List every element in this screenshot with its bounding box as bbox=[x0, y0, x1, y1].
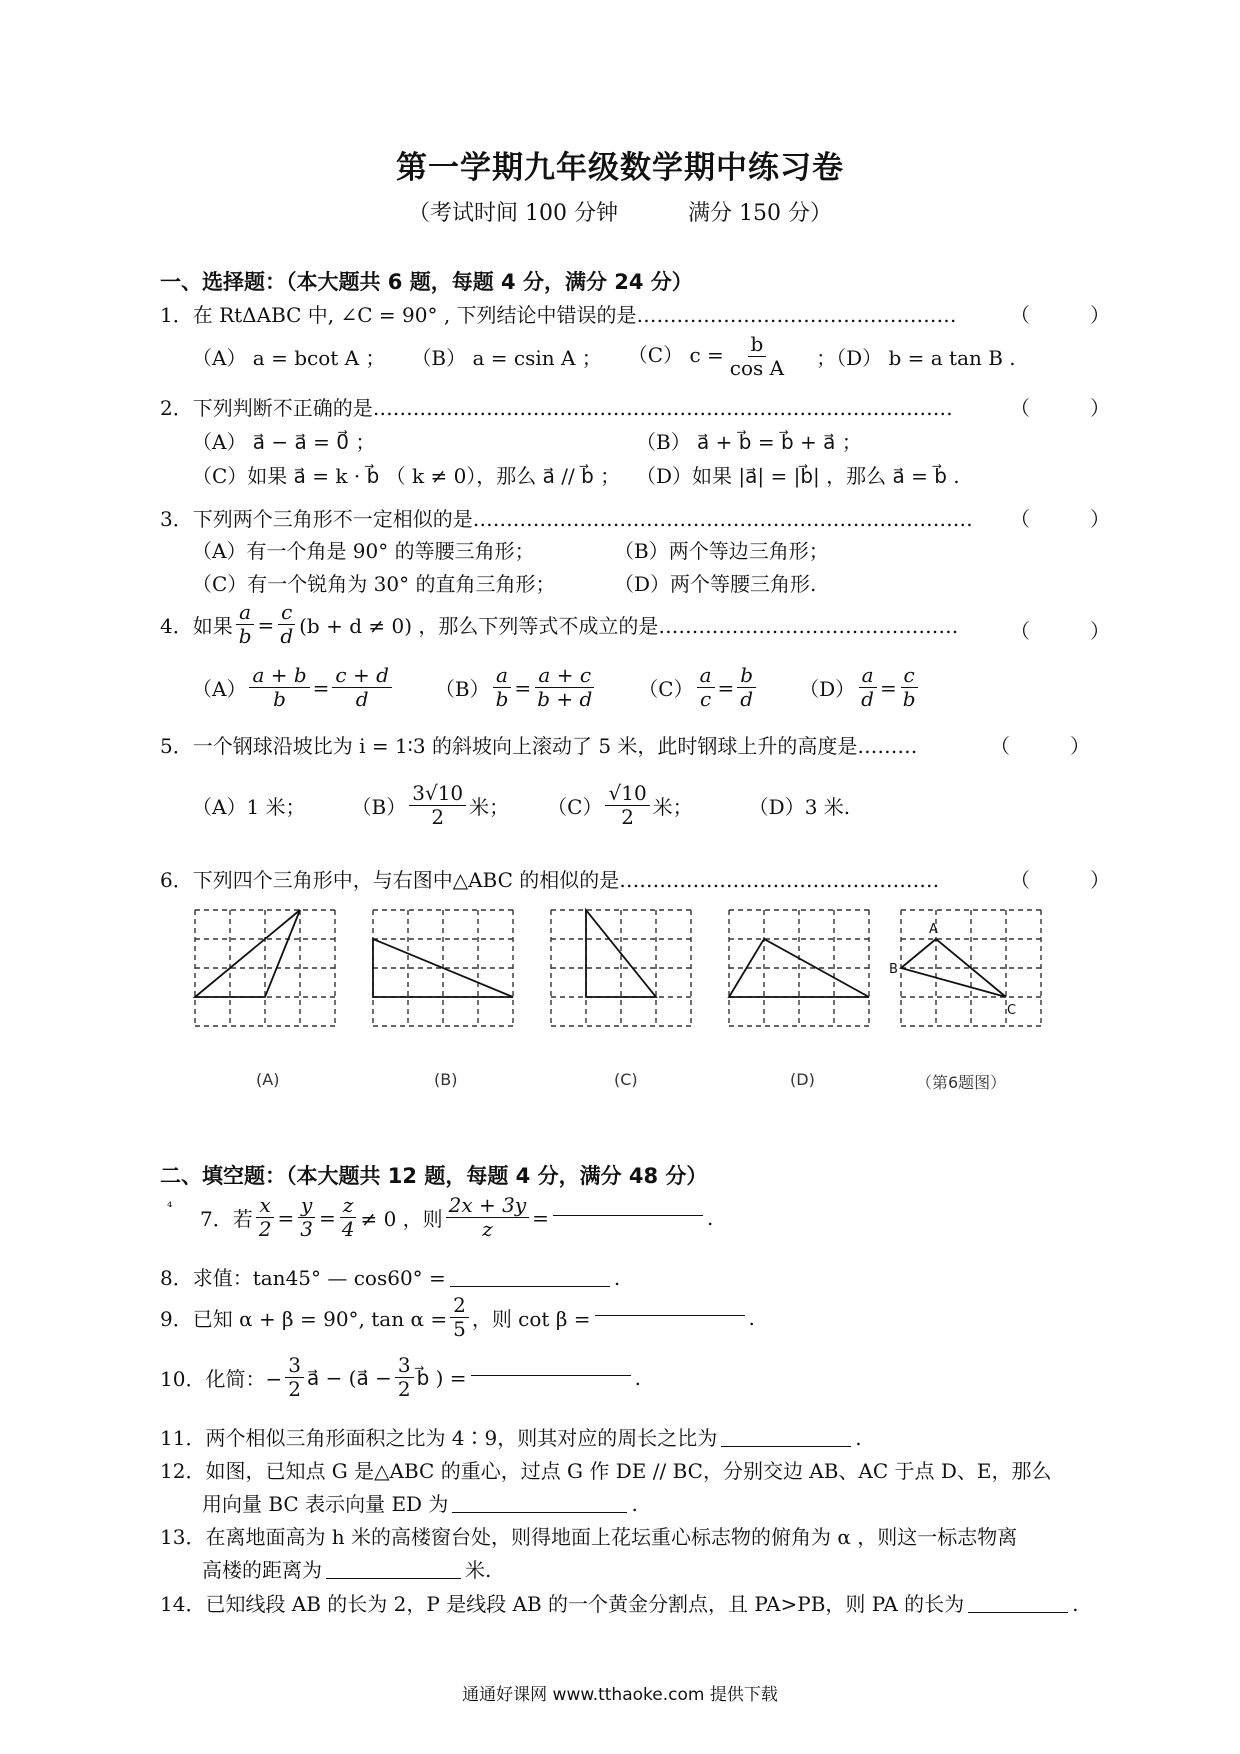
figure-caption-a: (A) bbox=[256, 1070, 280, 1089]
question-14: 14．已知线段 AB 的长为 2，P 是线段 AB 的一个黄金分割点，且 PA>PB，则 PA 的长为 . bbox=[160, 1592, 1079, 1616]
option-c: （C） $\frac{√10}{2}$ 米； bbox=[547, 781, 693, 829]
question-4-stem: 4．如果 $\frac{a}{b}$ = $\frac{c}{d}$ (b + d ≠ 0) ，那么下列等式不成立的是……………………………………… bbox=[160, 600, 959, 648]
question-6-stem: 6．下列四个三角形中，与右图中△ABC 的相似的是………………………………………… bbox=[160, 868, 940, 892]
fraction: $\frac{c}{d}$ bbox=[277, 601, 296, 648]
question-12-line2: 用向量 BC 表示向量 ED 为 . bbox=[202, 1492, 638, 1516]
option-a: （A）有一个角是 90° 的等腰三角形； bbox=[192, 539, 535, 563]
question-8: 8．求值：tan45° — cos60° = . bbox=[160, 1266, 621, 1290]
answer-blank[interactable] bbox=[968, 1611, 1068, 1613]
figure-caption-b: (B) bbox=[434, 1070, 458, 1089]
option-c: （C） $\frac{a}{c}$ = $\frac{b}{d}$ bbox=[638, 664, 759, 711]
option-a: （A） a = bcot A ； bbox=[192, 346, 386, 370]
fraction: $\frac{b}{\text{cos A}}$ bbox=[729, 332, 785, 380]
figure-c bbox=[551, 910, 691, 1026]
label-a: A bbox=[929, 922, 938, 937]
exam-time: （考试时间 100 分钟 bbox=[408, 201, 618, 226]
fraction: $\frac{a}{b}$ bbox=[236, 601, 255, 648]
section-heading-choice: 一、选择题：（本大题共 6 题，每题 4 分，满分 24 分） bbox=[160, 270, 693, 294]
option-a: （A） a⃗ − a⃗ = 0⃗ ； bbox=[192, 430, 376, 454]
option-d: （D）3 米. bbox=[748, 795, 851, 819]
question-2-stem: 2．下列判断不正确的是…………………………………………………………………………… bbox=[160, 396, 953, 420]
question-12-line1: 12．如图，已知点 G 是△ABC 的重心，过点 G 作 DE // BC，分别交边 AB、AC 于点 D、E，那么 bbox=[160, 1459, 1052, 1483]
answer-paren: （ ） bbox=[1010, 619, 1110, 643]
figure-caption-reference: （第6题图） bbox=[916, 1073, 1007, 1092]
figure-b bbox=[373, 910, 513, 1026]
exam-info bbox=[0, 196, 1240, 227]
question-13-line1: 13．在离地面高为 h 米的高楼窗台处，则得地面上花坛重心标志物的俯角为 α ，则这一标志物离 bbox=[160, 1525, 1018, 1549]
option-b: （B） a⃗ + b⃗ = b⃗ + a⃗ ； bbox=[636, 430, 862, 454]
answer-blank[interactable] bbox=[326, 1577, 461, 1579]
triangle-a bbox=[195, 910, 300, 997]
figure-a bbox=[195, 910, 335, 1026]
question-5-options bbox=[192, 782, 850, 829]
section-heading-fill: 二、填空题：（本大题共 12 题，每题 4 分，满分 48 分） bbox=[160, 1164, 708, 1188]
answer-blank[interactable] bbox=[721, 1445, 851, 1447]
option-d: ；（D） b = a tan B . bbox=[816, 346, 1016, 370]
option-d: （D）如果 |a⃗| = |b⃗| ，那么 a⃗ = b⃗ . bbox=[636, 464, 960, 488]
label-c: C bbox=[1007, 1003, 1017, 1018]
answer-blank[interactable] bbox=[450, 1285, 610, 1287]
question-1-options bbox=[192, 333, 1016, 380]
question-11: 11．两个相似三角形面积之比为 4∶9，则其对应的周长之比为 . bbox=[160, 1426, 862, 1450]
page-title: 第一学期九年级数学期中练习卷 bbox=[396, 150, 844, 186]
option-c: （C） c = $\frac{b}{\text{cos A}}$ bbox=[628, 333, 790, 380]
question-5-stem: 5．一个钢球沿坡比为 i = 1∶3 的斜坡向上滚动了 5 米，此时钢球上升的高度是……… bbox=[160, 734, 918, 758]
option-a: （A）1 米； bbox=[192, 795, 306, 819]
question-10: 10．化简：− $\frac{3}{2}$ a⃗ − (a⃗ − $\frac{3}{2}$ b⃗ ) = . bbox=[160, 1353, 641, 1401]
question-1-stem: 1．在 RtΔABC 中, ∠C = 90° , 下列结论中错误的是………………………………………… bbox=[160, 303, 957, 327]
label-b: B bbox=[889, 962, 898, 977]
option-b: （B） a = csin A ； bbox=[411, 346, 602, 370]
option-a: （A） $\frac{a + b}{b}$ = $\frac{c + d}{d}$ bbox=[192, 664, 395, 711]
figure-caption-d: (D) bbox=[790, 1070, 815, 1089]
option-c: （C）有一个锐角为 30° 的直角三角形； bbox=[192, 572, 556, 596]
figure-caption-c: (C) bbox=[614, 1070, 638, 1089]
question-3-stem: 3．下列两个三角形不一定相似的是………………………………………………………………… bbox=[160, 507, 973, 531]
answer-blank[interactable] bbox=[452, 1511, 627, 1513]
question-4-options bbox=[192, 664, 922, 711]
answer-paren: （ ） bbox=[1010, 868, 1110, 892]
figure-reference bbox=[889, 910, 1041, 1026]
option-d: （D） $\frac{a}{d}$ = $\frac{c}{b}$ bbox=[799, 664, 921, 711]
question-9: 9．已知 α + β = 90°, tan α = $\frac{2}{5}$ ，则 cot β = . bbox=[160, 1293, 755, 1341]
question-13-line2: 高楼的距离为 米. bbox=[202, 1558, 492, 1582]
option-b: （B） $\frac{a}{b}$ = $\frac{a + c}{b + d}$ bbox=[434, 663, 593, 711]
option-b: （B）两个等边三角形； bbox=[614, 539, 829, 563]
margin-mark: ⁴ bbox=[167, 1200, 173, 1215]
option-b: （B） $\frac{3√10}{2}$ 米； bbox=[351, 781, 510, 829]
q6-figures bbox=[190, 905, 1050, 1055]
answer-blank[interactable] bbox=[595, 1314, 745, 1316]
answer-paren: （ ） bbox=[990, 734, 1090, 758]
answer-paren: （ ） bbox=[1010, 303, 1110, 327]
footer-source: 通通好课网 www.tthaoke.com 提供下载 bbox=[462, 1685, 778, 1705]
option-d: （D）两个等腰三角形. bbox=[614, 572, 817, 596]
answer-paren: （ ） bbox=[1010, 396, 1110, 420]
figure-d bbox=[729, 910, 869, 1026]
question-7: 7．若 $\frac{x}{2}$ = $\frac{y}{3}$ = $\frac{z}{4}$ ≠ 0 ，则 $\frac{2x + 3y}{z}$ = . bbox=[200, 1193, 714, 1241]
answer-blank[interactable] bbox=[553, 1214, 703, 1216]
option-c: （C）如果 a⃗ = k · b⃗ （ k ≠ 0），那么 a⃗ // b⃗ ； bbox=[192, 464, 621, 488]
exam-score: 满分 150 分） bbox=[688, 201, 832, 226]
triangle-abc bbox=[901, 939, 1006, 997]
answer-blank[interactable] bbox=[471, 1374, 631, 1376]
answer-paren: （ ） bbox=[1010, 507, 1110, 531]
